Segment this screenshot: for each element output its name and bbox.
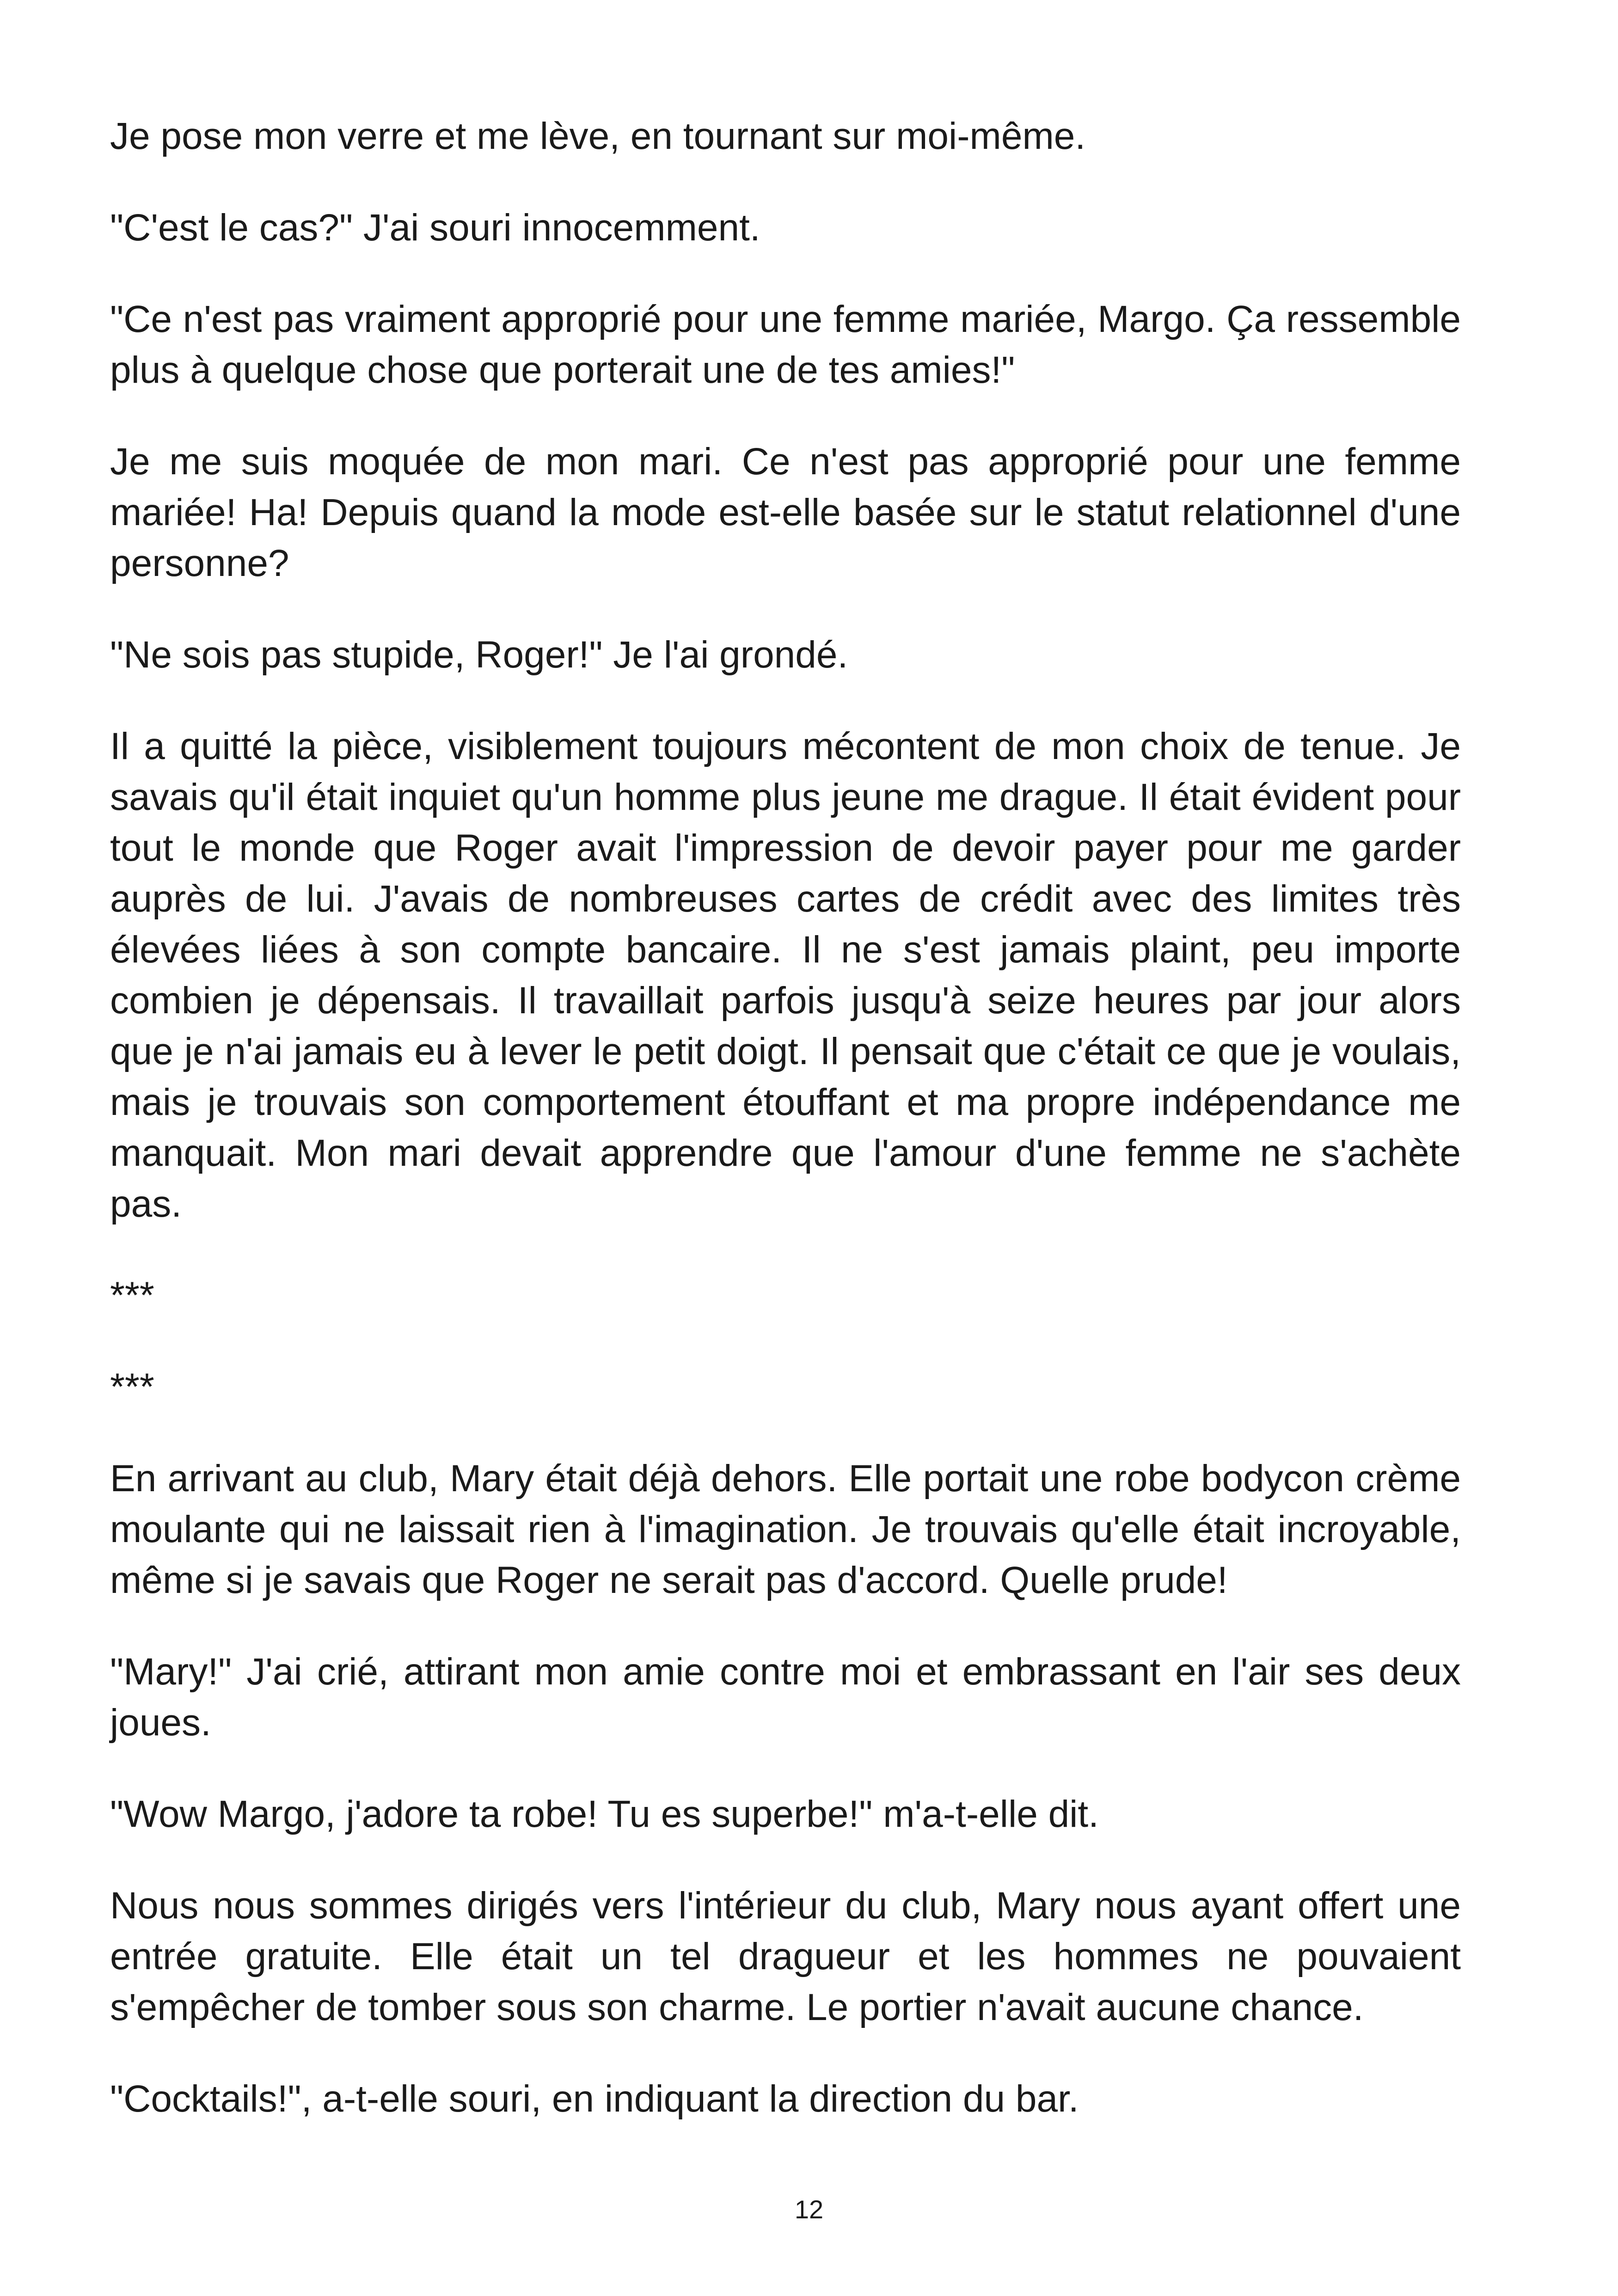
paragraph: "Mary!" J'ai crié, attirant mon amie contre moi et embrassant en l'air ses deux joues. bbox=[110, 1651, 1461, 1744]
document-body bbox=[110, 111, 1461, 2165]
paragraph: "Cocktails!", a-t-elle souri, en indiquant la direction du bar. bbox=[110, 2078, 1079, 2120]
paragraph: Nous nous sommes dirigés vers l'intérieur du club, Mary nous ayant offert une entrée gratuite. Elle était un tel dragueur et les hommes ne pouvaient s'empêcher de tomber sous son charme. Le portier n'avait aucune chance. bbox=[110, 1885, 1461, 2028]
paragraph: Je me suis moquée de mon mari. Ce n'est pas approprié pour une femme mariée! Ha! Depuis quand la mode est-elle basée sur le statut relationnel d'une personne? bbox=[110, 441, 1461, 584]
paragraph: Il a quitté la pièce, visiblement toujours mécontent de mon choix de tenue. Je savais qu'il était inquiet qu'un homme plus jeune me drague. Il était évident pour tout le monde que Roger avait l'impression de devoir payer pour me garder auprès de lui. J'avais de nombreuses cartes de crédit avec des limites très élevées liées à son compte bancaire. Il ne s'est jamais plaint, peu importe combien je dépensais. Il travaillait parfois jusqu'à seize heures par jour alors que je n'ai jamais eu à lever le petit doigt. Il pensait que c'était ce que je voulais, mais je trouvais son comportement étouffant et ma propre indépendance me manquait. Mon mari devait apprendre que l'amour d'une femme ne s'achète pas. bbox=[110, 725, 1461, 1225]
paragraph: "Ne sois pas stupide, Roger!" Je l'ai grondé. bbox=[110, 634, 848, 676]
scene-break: *** bbox=[110, 1274, 154, 1316]
paragraph: "Wow Margo, j'adore ta robe! Tu es superbe!" m'a-t-elle dit. bbox=[110, 1793, 1099, 1835]
paragraph: En arrivant au club, Mary était déjà dehors. Elle portait une robe bodycon crème moulante qui ne laissait rien à l'imagination. Je trouvais qu'elle était incroyable, même si je savais que Roger ne serait pas d'accord. Quelle prude! bbox=[110, 1457, 1461, 1601]
paragraph: Je pose mon verre et me lève, en tournant sur moi-même. bbox=[110, 115, 1086, 157]
page-number: 12 bbox=[794, 2195, 824, 2224]
scene-break: *** bbox=[110, 1366, 154, 1408]
paragraph: "C'est le cas?" J'ai souri innocemment. bbox=[110, 207, 760, 249]
paragraph: "Ce n'est pas vraiment approprié pour une femme mariée, Margo. Ça ressemble plus à quelque chose que porterait une de tes amies!" bbox=[110, 298, 1461, 391]
